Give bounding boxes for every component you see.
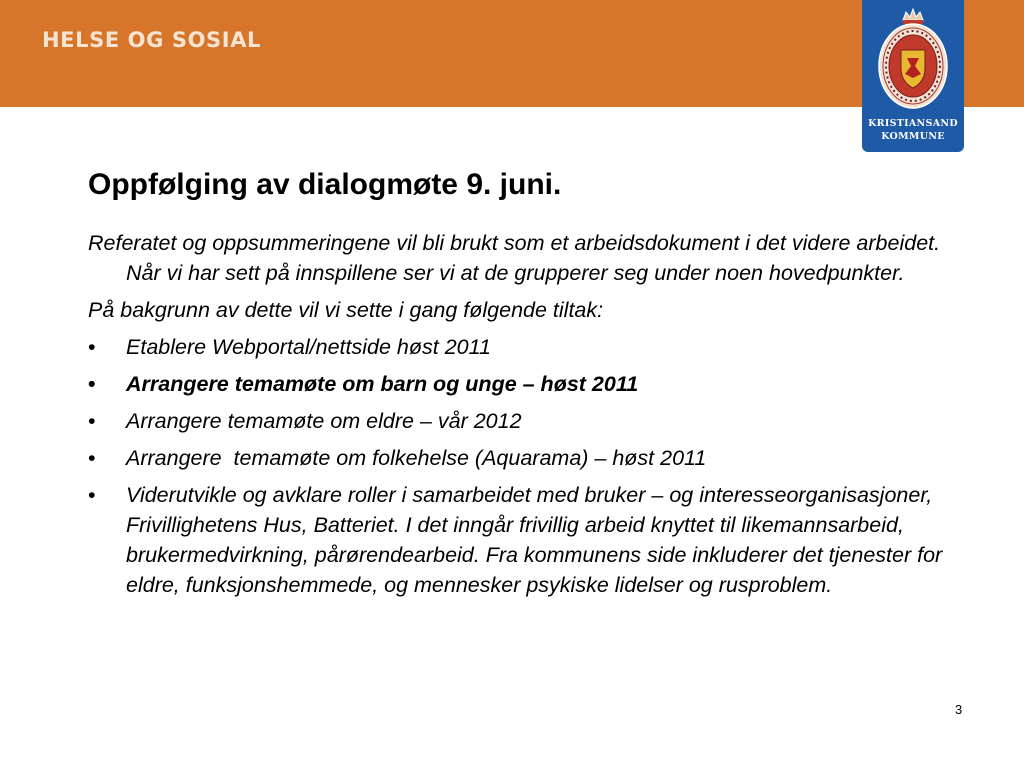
coat-of-arms-icon [875, 6, 951, 114]
bullet-text: Etablere Webportal/nettside høst 2011 [126, 335, 491, 359]
logo-line-2: KOMMUNE [881, 131, 945, 142]
bullet-text: Viderutvikle og avklare roller i samarbeidet med bruker – og interesseorganisasjoner, Frivillighetens Hus, Batteriet. I det inngår frivillig arbeid knyttet til likemannsarbeid, brukermedvirkning, pårørendearbeid. Fra kommunens side inkluderer det tjenester for eldre, funksjonshemmede, og mennesker psykiske lidelser og rusproblem. [126, 483, 943, 597]
bullet-item [88, 332, 968, 362]
slide-title: Oppfølging av dialogmøte 9. juni. [88, 168, 562, 201]
lead-paragraph: På bakgrunn av dette vil vi sette i gang følgende tiltak: [88, 298, 604, 322]
bullet-item [88, 369, 968, 399]
slide-body [88, 228, 968, 607]
header-title: HELSE OG SOSIAL [42, 28, 262, 52]
bullet-text: Arrangere temamøte om eldre – vår 2012 [126, 409, 522, 433]
bullet-item [88, 443, 968, 473]
page-number: 3 [955, 702, 963, 717]
bullet-item [88, 480, 968, 600]
bullet-text: Arrangere temamøte om barn og unge – høst 2011 [126, 372, 639, 396]
bullet-symbol: • [88, 446, 96, 470]
bullet-symbol: • [88, 372, 96, 396]
logo-line-1: KRISTIANSAND [868, 118, 958, 129]
bullet-symbol: • [88, 335, 96, 359]
kristiansand-kommune-logo [862, 0, 964, 152]
bullet-symbol: • [88, 483, 96, 507]
bullet-item [88, 406, 968, 436]
bullet-text: Arrangere temamøte om folkehelse (Aquarama) – høst 2011 [126, 446, 707, 470]
intro-paragraph: Referatet og oppsummeringene vil bli brukt som et arbeidsdokument i det videre arbeidet. Når vi har sett på innspillene ser vi at de grupperer seg under noen hovedpunkter. [88, 231, 941, 285]
bullet-symbol: • [88, 409, 96, 433]
